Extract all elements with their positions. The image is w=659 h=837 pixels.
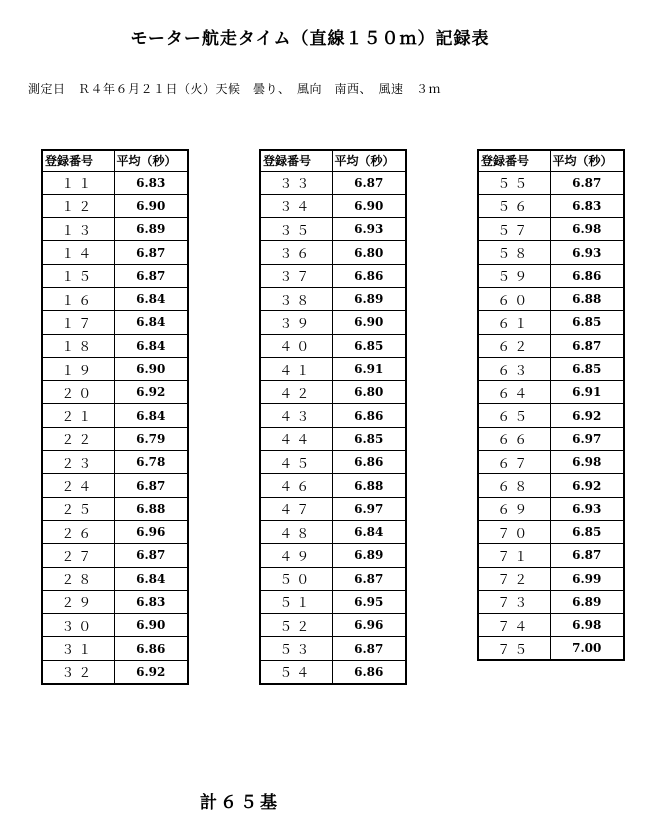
average-time: 6.87 — [114, 544, 188, 567]
registration-number: ５６ — [478, 194, 550, 217]
registration-number: １４ — [42, 241, 114, 264]
header-average: 平均（秒） — [114, 150, 188, 171]
registration-number: ５１ — [260, 590, 332, 613]
table-row — [42, 451, 188, 474]
average-time: 6.90 — [114, 194, 188, 217]
registration-number: ７３ — [478, 590, 550, 613]
average-time: 6.85 — [550, 520, 624, 543]
average-time: 6.90 — [332, 311, 406, 334]
registration-number: １１ — [42, 171, 114, 194]
average-time: 6.78 — [114, 451, 188, 474]
table-row — [260, 381, 406, 404]
average-time: 6.96 — [332, 614, 406, 637]
table-row — [260, 497, 406, 520]
table-row — [260, 451, 406, 474]
average-time: 6.84 — [332, 520, 406, 543]
registration-number: ６４ — [478, 381, 550, 404]
registration-number: ２８ — [42, 567, 114, 590]
average-time: 6.90 — [114, 357, 188, 380]
registration-number: １６ — [42, 287, 114, 310]
average-time: 6.84 — [114, 287, 188, 310]
registration-number: ４８ — [260, 520, 332, 543]
registration-number: ３６ — [260, 241, 332, 264]
registration-number: ５５ — [478, 171, 550, 194]
registration-number: ７５ — [478, 637, 550, 660]
table-row — [260, 614, 406, 637]
registration-number: ４０ — [260, 334, 332, 357]
average-time: 6.88 — [550, 287, 624, 310]
table-row — [260, 287, 406, 310]
table-row — [478, 357, 624, 380]
average-time: 6.97 — [332, 497, 406, 520]
average-time: 6.83 — [114, 171, 188, 194]
registration-number: ２６ — [42, 520, 114, 543]
average-time: 6.87 — [332, 171, 406, 194]
average-time: 6.85 — [332, 334, 406, 357]
average-time: 6.87 — [550, 334, 624, 357]
table-row — [478, 404, 624, 427]
registration-number: ５９ — [478, 264, 550, 287]
registration-number: ４５ — [260, 451, 332, 474]
table-row — [42, 497, 188, 520]
average-time: 6.87 — [550, 544, 624, 567]
registration-number: ２３ — [42, 451, 114, 474]
registration-number: ６３ — [478, 357, 550, 380]
table-row — [42, 218, 188, 241]
table-row — [42, 567, 188, 590]
registration-number: ３０ — [42, 614, 114, 637]
registration-number: ６５ — [478, 404, 550, 427]
registration-number: ６８ — [478, 474, 550, 497]
table-row — [478, 427, 624, 450]
header-average: 平均（秒） — [332, 150, 406, 171]
registration-number: ６２ — [478, 334, 550, 357]
table-row — [42, 357, 188, 380]
table-row — [478, 264, 624, 287]
average-time: 6.92 — [114, 381, 188, 404]
average-time: 6.84 — [114, 311, 188, 334]
registration-number: ３４ — [260, 194, 332, 217]
average-time: 6.86 — [550, 264, 624, 287]
table-row — [260, 218, 406, 241]
average-time: 6.91 — [550, 381, 624, 404]
registration-number: ２５ — [42, 497, 114, 520]
registration-number: １９ — [42, 357, 114, 380]
average-time: 6.89 — [332, 287, 406, 310]
table-row — [478, 171, 624, 194]
table-row — [478, 311, 624, 334]
table-row — [478, 287, 624, 310]
table-row — [42, 590, 188, 613]
table-row — [478, 474, 624, 497]
registration-number: ４３ — [260, 404, 332, 427]
registration-number: ６９ — [478, 497, 550, 520]
registration-number: ５３ — [260, 637, 332, 660]
table-row — [478, 451, 624, 474]
total-count: 計６５基 — [200, 793, 280, 813]
table-row — [260, 590, 406, 613]
registration-number: ３２ — [42, 660, 114, 683]
registration-number: ２０ — [42, 381, 114, 404]
average-time: 6.87 — [114, 264, 188, 287]
average-time: 6.83 — [550, 194, 624, 217]
header-average: 平均（秒） — [550, 150, 624, 171]
average-time: 6.85 — [550, 311, 624, 334]
registration-number: １８ — [42, 334, 114, 357]
registration-number: ４４ — [260, 427, 332, 450]
table-row — [478, 497, 624, 520]
table-row — [42, 474, 188, 497]
average-time: 6.92 — [550, 404, 624, 427]
registration-number: ４１ — [260, 357, 332, 380]
average-time: 6.96 — [114, 520, 188, 543]
average-time: 6.90 — [332, 194, 406, 217]
average-time: 6.88 — [332, 474, 406, 497]
registration-number: １３ — [42, 218, 114, 241]
table-row — [478, 614, 624, 637]
table-row — [42, 311, 188, 334]
registration-number: ３３ — [260, 171, 332, 194]
table-row — [478, 637, 624, 660]
average-time: 6.98 — [550, 218, 624, 241]
average-time: 6.91 — [332, 357, 406, 380]
table-row — [478, 241, 624, 264]
registration-number: ４７ — [260, 497, 332, 520]
table-row — [42, 404, 188, 427]
registration-number: ４９ — [260, 544, 332, 567]
registration-number: ３９ — [260, 311, 332, 334]
table-row — [42, 171, 188, 194]
average-time: 6.89 — [114, 218, 188, 241]
table-row — [260, 311, 406, 334]
table-row — [478, 194, 624, 217]
table-row — [260, 567, 406, 590]
average-time: 6.92 — [114, 660, 188, 683]
table-row — [478, 334, 624, 357]
average-time: 6.83 — [114, 590, 188, 613]
table-row — [42, 614, 188, 637]
registration-number: ２４ — [42, 474, 114, 497]
table-row — [478, 218, 624, 241]
registration-number: ２９ — [42, 590, 114, 613]
table-row — [42, 241, 188, 264]
average-time: 7.00 — [550, 637, 624, 660]
average-time: 6.95 — [332, 590, 406, 613]
average-time: 6.86 — [332, 404, 406, 427]
registration-number: ３８ — [260, 287, 332, 310]
average-time: 6.93 — [332, 218, 406, 241]
header-number: 登録番号 — [478, 150, 550, 171]
table-row — [260, 637, 406, 660]
table-row — [260, 171, 406, 194]
table-row — [260, 660, 406, 683]
registration-number: ７０ — [478, 520, 550, 543]
registration-number: ６７ — [478, 451, 550, 474]
table-row — [42, 637, 188, 660]
registration-number: １７ — [42, 311, 114, 334]
table-row — [260, 241, 406, 264]
table-row — [42, 427, 188, 450]
average-time: 6.93 — [550, 241, 624, 264]
average-time: 6.98 — [550, 614, 624, 637]
header-number: 登録番号 — [42, 150, 114, 171]
table-row — [478, 567, 624, 590]
registration-number: ２７ — [42, 544, 114, 567]
registration-number: ６６ — [478, 427, 550, 450]
registration-number: ２１ — [42, 404, 114, 427]
registration-number: ２２ — [42, 427, 114, 450]
table-row — [42, 334, 188, 357]
average-time: 6.84 — [114, 334, 188, 357]
table-row — [478, 590, 624, 613]
average-time: 6.86 — [332, 451, 406, 474]
record-table-1 — [41, 149, 189, 685]
table-row — [42, 194, 188, 217]
registration-number: ５０ — [260, 567, 332, 590]
average-time: 6.80 — [332, 241, 406, 264]
registration-number: ６１ — [478, 311, 550, 334]
table-row — [260, 520, 406, 543]
average-time: 6.79 — [114, 427, 188, 450]
average-time: 6.87 — [550, 171, 624, 194]
average-time: 6.87 — [114, 241, 188, 264]
registration-number: ７１ — [478, 544, 550, 567]
table-row — [260, 334, 406, 357]
table-row — [260, 544, 406, 567]
average-time: 6.90 — [114, 614, 188, 637]
table-row — [260, 357, 406, 380]
table-row — [478, 381, 624, 404]
registration-number: ７４ — [478, 614, 550, 637]
record-table-3 — [477, 149, 625, 661]
average-time: 6.88 — [114, 497, 188, 520]
average-time: 6.98 — [550, 451, 624, 474]
average-time: 6.92 — [550, 474, 624, 497]
average-time: 6.93 — [550, 497, 624, 520]
record-table-2 — [259, 149, 407, 685]
average-time: 6.86 — [332, 660, 406, 683]
table-row — [260, 404, 406, 427]
table-row — [42, 520, 188, 543]
registration-number: ３５ — [260, 218, 332, 241]
registration-number: ４６ — [260, 474, 332, 497]
average-time: 6.86 — [332, 264, 406, 287]
average-time: 6.84 — [114, 404, 188, 427]
table-row — [260, 474, 406, 497]
table-row — [42, 381, 188, 404]
average-time: 6.89 — [332, 544, 406, 567]
page-title: モーター航走タイム（直線１５０ｍ）記録表 — [130, 29, 490, 49]
registration-number: １２ — [42, 194, 114, 217]
registration-number: ５２ — [260, 614, 332, 637]
table-row — [42, 544, 188, 567]
registration-number: ６０ — [478, 287, 550, 310]
average-time: 6.84 — [114, 567, 188, 590]
table-row — [260, 194, 406, 217]
registration-number: ３７ — [260, 264, 332, 287]
measurement-conditions: 測定日 Ｒ４年６月２１日（火）天候 曇り、 風向 南西、 風速 ３ｍ — [28, 82, 442, 96]
average-time: 6.87 — [114, 474, 188, 497]
header-number: 登録番号 — [260, 150, 332, 171]
table-row — [260, 427, 406, 450]
registration-number: ５４ — [260, 660, 332, 683]
registration-number: ４２ — [260, 381, 332, 404]
table-row — [478, 544, 624, 567]
average-time: 6.85 — [550, 357, 624, 380]
average-time: 6.85 — [332, 427, 406, 450]
average-time: 6.97 — [550, 427, 624, 450]
average-time: 6.99 — [550, 567, 624, 590]
average-time: 6.86 — [114, 637, 188, 660]
average-time: 6.87 — [332, 637, 406, 660]
average-time: 6.87 — [332, 567, 406, 590]
table-row — [42, 287, 188, 310]
registration-number: ５８ — [478, 241, 550, 264]
registration-number: １５ — [42, 264, 114, 287]
table-row — [478, 520, 624, 543]
table-row — [260, 264, 406, 287]
registration-number: ７２ — [478, 567, 550, 590]
table-row — [42, 660, 188, 683]
registration-number: ５７ — [478, 218, 550, 241]
average-time: 6.89 — [550, 590, 624, 613]
table-row — [42, 264, 188, 287]
average-time: 6.80 — [332, 381, 406, 404]
registration-number: ３１ — [42, 637, 114, 660]
